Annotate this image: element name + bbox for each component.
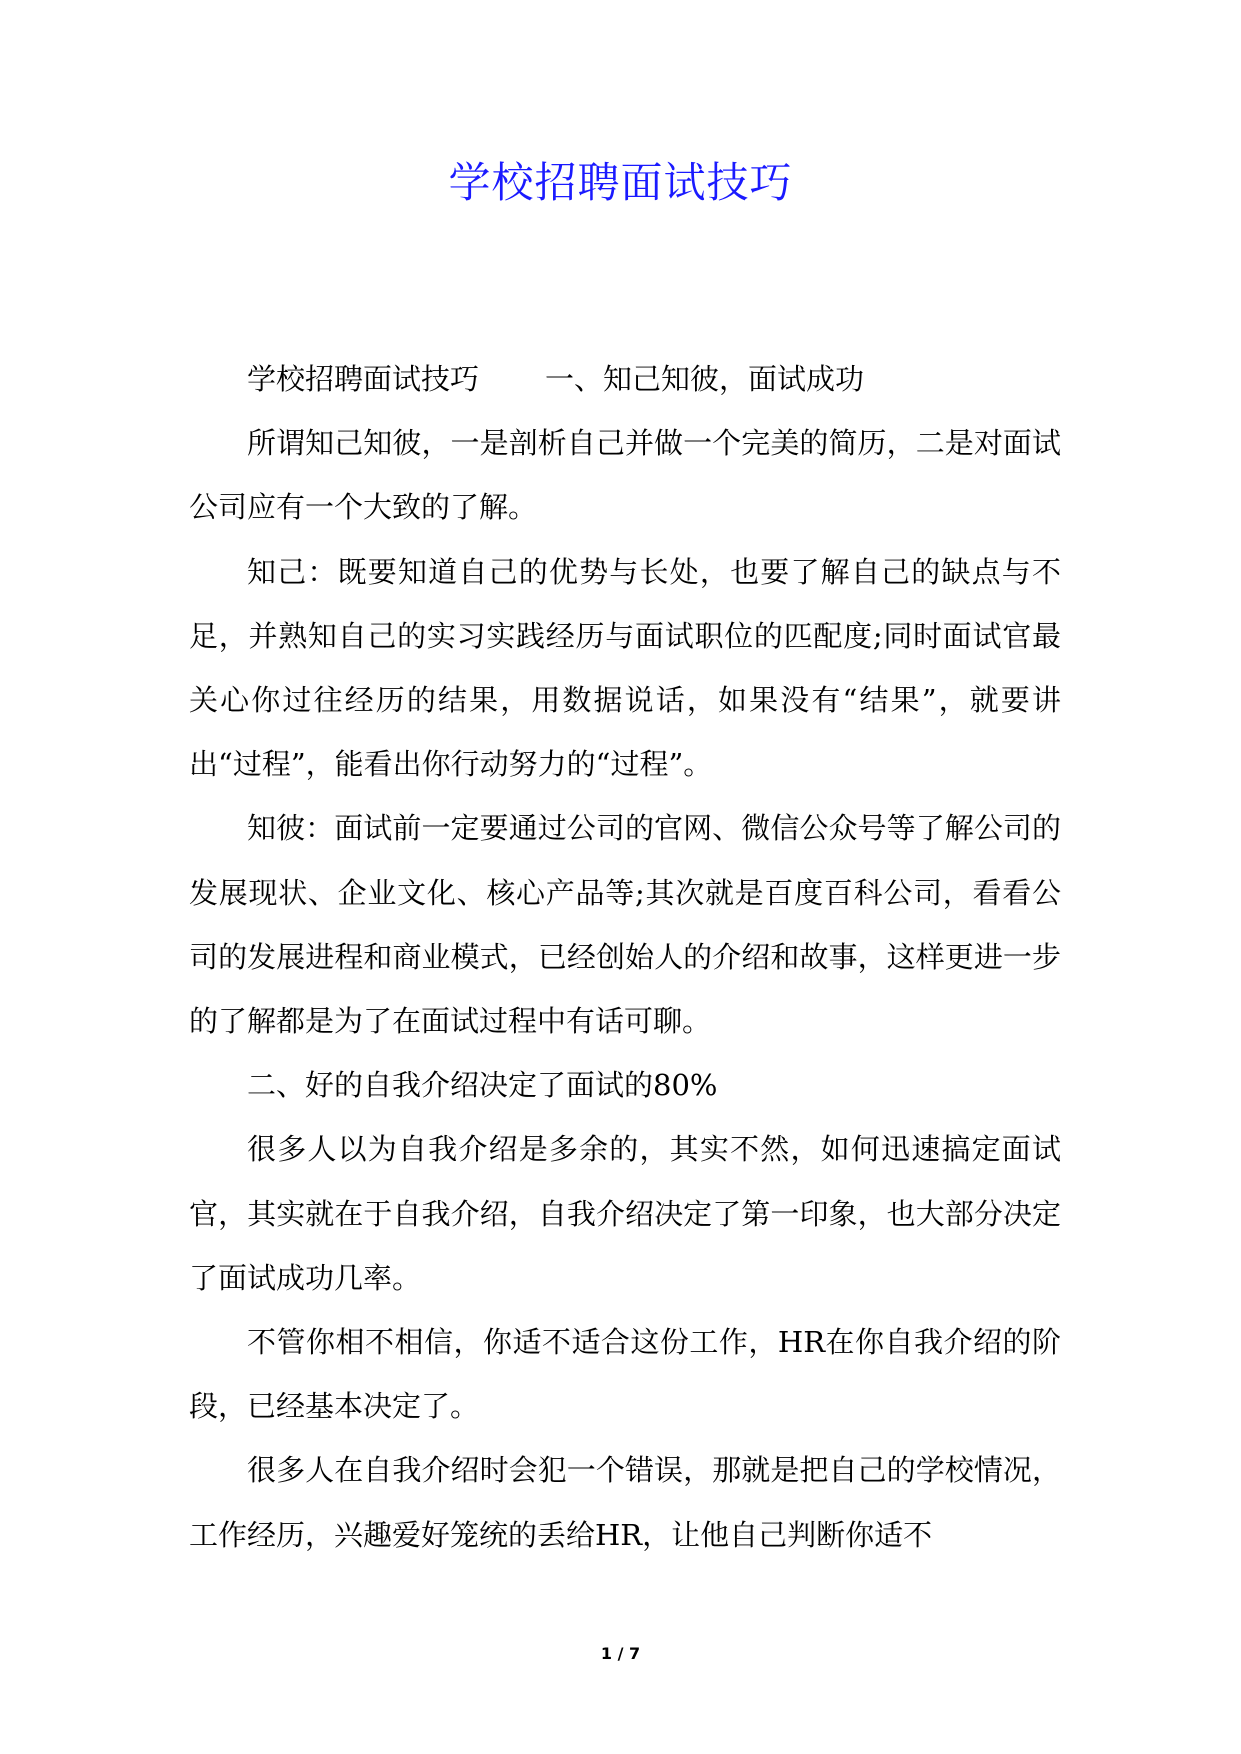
- paragraph: 知彼：面试前一定要通过公司的官网、微信公众号等了解公司的发展现状、企业文化、核心产品等;其次就是百度百科公司，看看公司的发展进程和商业模式，已经创始人的介绍和故事，这样更进一步的了解都是为了在面试过程中有话可聊。: [189, 811, 1061, 1039]
- section-heading-2: 二、好的自我介绍决定了面试的80%: [247, 1068, 718, 1103]
- paragraph: 很多人在自我介绍时会犯一个错误，那就是把自己的学校情况，工作经历，兴趣爱好笼统的丢给HR，让他自己判断你适不: [189, 1453, 1061, 1552]
- document-title: 学校招聘面试技巧: [448, 158, 793, 207]
- paragraph: 所谓知己知彼，一是剖析自己并做一个完美的简历，二是对面试公司应有一个大致的了解。: [189, 426, 1061, 525]
- heading-left: 学校招聘面试技巧: [247, 362, 480, 396]
- paragraph: 知己：既要知道自己的优势与长处，也要了解自己的缺点与不足，并熟知自己的实习实践经历与面试职位的匹配度;同时面试官最关心你过往经历的结果，用数据说话，如果没有“结果”，就要讲出“过程”，能看出你行动努力的“过程”。: [189, 554, 1061, 782]
- heading-right: 一、知己知彼，面试成功: [545, 362, 865, 396]
- paragraph: 很多人以为自我介绍是多余的，其实不然，如何迅速搞定面试官，其实就在于自我介绍，自我介绍决定了第一印象，也大部分决定了面试成功几率。: [189, 1132, 1061, 1295]
- document-body: [189, 347, 1061, 1567]
- paragraph: 不管你相不相信，你适不适合这份工作，HR在你自我介绍的阶段，已经基本决定了。: [189, 1325, 1061, 1424]
- section-heading: [189, 347, 1061, 411]
- page-number: 1 / 7: [600, 1644, 641, 1663]
